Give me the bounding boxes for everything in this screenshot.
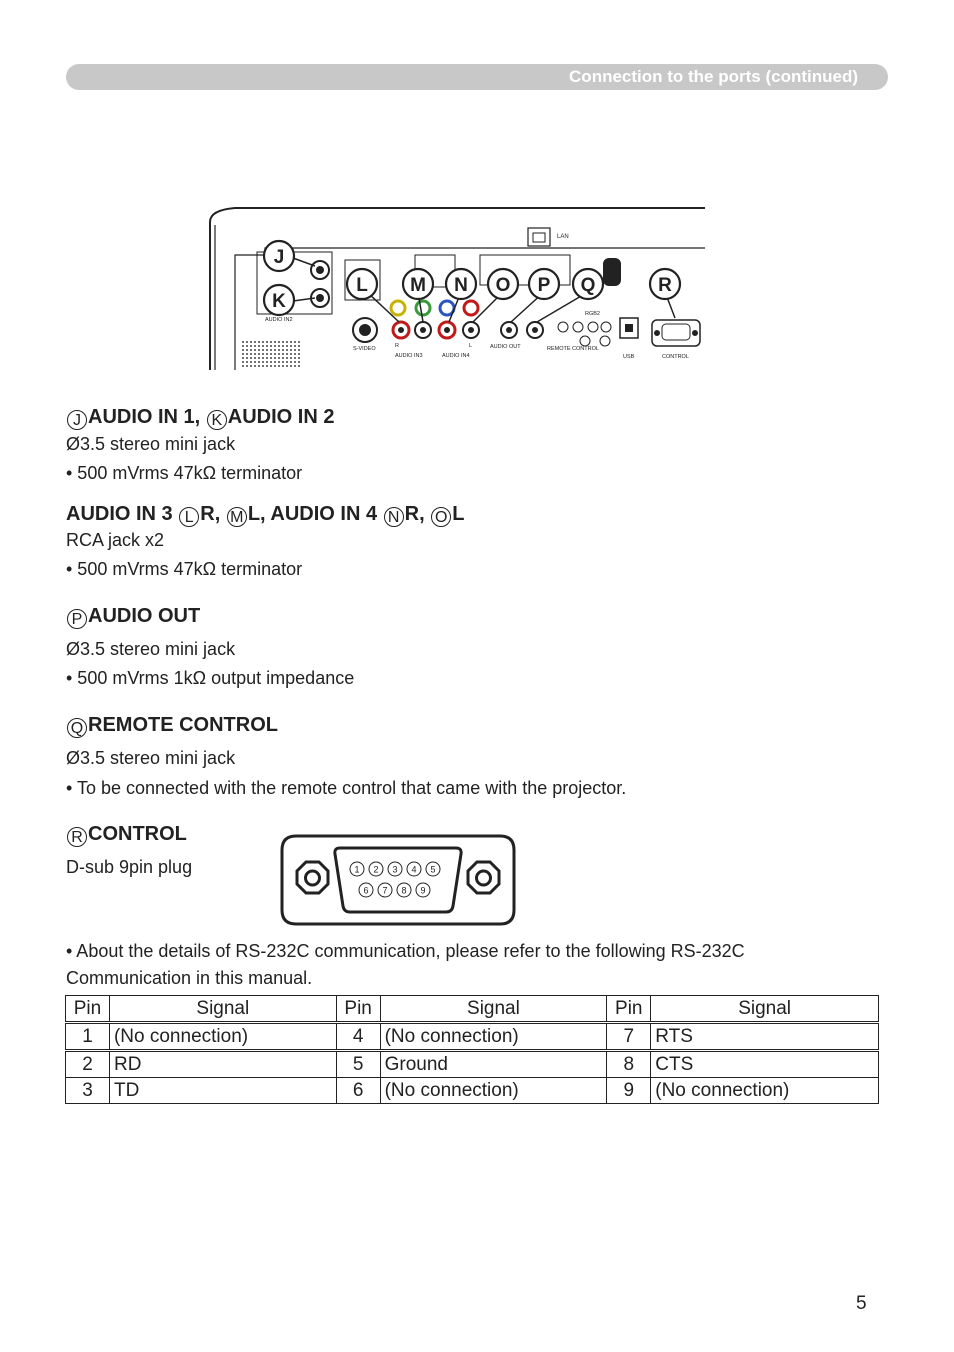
port-label-audio-in4: AUDIO IN4 [442,353,470,359]
table-cell: TD [109,1078,336,1104]
jk-line-2: • 500 mVrms 47kΩ terminator [66,463,303,483]
dsub-pin-9: 9 [420,885,426,896]
dsub-pin-1: 1 [354,864,360,875]
header-signal-1: Signal [109,996,336,1023]
callout-l: L [356,275,368,296]
table-cell: (No connection) [651,1078,879,1104]
jk-line-1: Ø3.5 stereo mini jack [66,434,236,454]
header-bar [66,64,888,90]
dsub-9pin-diagram [278,834,518,926]
port-label-svideo: S-VIDEO [353,346,376,352]
lmno-line-2: • 500 mVrms 47kΩ terminator [66,559,303,579]
table-header-row [66,996,879,1023]
table-cell: (No connection) [380,1078,607,1104]
table-cell: 9 [607,1078,651,1104]
dsub-pin-4: 4 [411,864,417,875]
callout-q: Q [580,275,596,296]
table-cell: CTS [651,1051,879,1078]
table-cell: 8 [607,1051,651,1078]
title-text-0: AUDIO IN 3 [66,503,179,525]
lmno-line-1: RCA jack x2 [66,530,165,550]
circled-letter-q: Q [67,718,87,738]
dsub-pin-6: 6 [363,885,369,896]
r-note-1: • About the details of RS-232C communication, please refer to the following RS-232C [66,941,745,961]
port-label-audio-out: AUDIO OUT [490,344,521,350]
circled-letter-k: K [207,410,227,430]
circled-letter-m: M [227,507,247,527]
table-cell: 1 [66,1023,110,1051]
q-line-1: Ø3.5 stereo mini jack [66,748,236,768]
table-cell: RTS [651,1023,879,1051]
port-label-rgb2: RGB2 [585,311,600,317]
section-title-remote-control [66,714,278,738]
port-label-control: CONTROL [662,354,689,360]
circled-letter-p: P [67,609,87,629]
header-title: Connection to the ports (continued) [569,67,858,86]
p-line-1: Ø3.5 stereo mini jack [66,639,236,659]
table-cell: (No connection) [109,1023,336,1051]
table-cell: 6 [336,1078,380,1104]
circled-letter-l: L [179,507,199,527]
section-title-control [66,823,187,847]
callout-r: R [658,275,672,296]
port-label-r1: R [395,343,399,349]
title-text: AUDIO OUT [88,605,201,627]
table-row [66,1051,879,1078]
header-pin-2: Pin [336,996,380,1023]
callout-j: J [273,247,285,268]
title-text: REMOTE CONTROL [88,714,278,736]
dsub-pin-7: 7 [382,885,388,896]
table-cell: 4 [336,1023,380,1051]
port-label-l2: L [469,343,473,349]
port-label-audio-in3: AUDIO IN3 [395,353,423,359]
title-text-2: AUDIO IN 2 [227,406,335,428]
dsub-pin-2: 2 [373,864,379,875]
p-line-2: • 500 mVrms 1kΩ output impedance [66,668,355,688]
circled-letter-n: N [384,507,404,527]
title-text: CONTROL [88,823,187,845]
table-cell: 7 [607,1023,651,1051]
title-text-1: R, [200,503,226,525]
pin-signal-table [65,995,879,1104]
circled-letter-j: J [67,410,87,430]
header-pin-1: Pin [66,996,110,1023]
header-signal-2: Signal [380,996,607,1023]
callout-p: P [537,275,551,296]
projector-panel-illustration [205,200,715,375]
callout-n: N [454,275,468,296]
table-row [66,1078,879,1104]
port-label-audio-in2: AUDIO IN2 [265,317,293,323]
section-title-audio-in-1-2 [66,406,334,430]
callout-m: M [410,275,426,296]
dsub-pin-8: 8 [401,885,407,896]
circled-letter-r: R [67,827,87,847]
port-label-lan: LAN [557,234,569,240]
table-cell: Ground [380,1051,607,1078]
port-label-usb: USB [623,354,635,360]
table-row [66,1023,879,1051]
callout-o: O [495,275,511,296]
section-title-audio-out [66,605,200,629]
table-cell: 5 [336,1051,380,1078]
section-title-audio-in-3-4 [66,503,464,527]
title-text-3: R, [404,503,431,525]
title-text-2: L, AUDIO IN 4 [247,503,383,525]
table-cell: 2 [66,1051,110,1078]
port-label-remote-control: REMOTE CONTROL [547,346,599,352]
table-cell: (No connection) [380,1023,607,1051]
q-line-2: • To be connected with the remote control that came with the projector. [66,778,627,798]
page-number: 5 [856,1293,867,1314]
r-line-1: D-sub 9pin plug [66,857,193,877]
circled-letter-o: O [431,507,451,527]
r-note-2: Communication in this manual. [66,968,313,988]
title-text-1: AUDIO IN 1, [88,406,206,428]
callout-k: K [272,291,286,312]
dsub-pin-3: 3 [392,864,398,875]
header-pin-3: Pin [607,996,651,1023]
title-text-4: L [452,503,465,525]
header-signal-3: Signal [651,996,879,1023]
table-cell: RD [109,1051,336,1078]
dsub-pin-5: 5 [430,864,436,875]
table-cell: 3 [66,1078,110,1104]
